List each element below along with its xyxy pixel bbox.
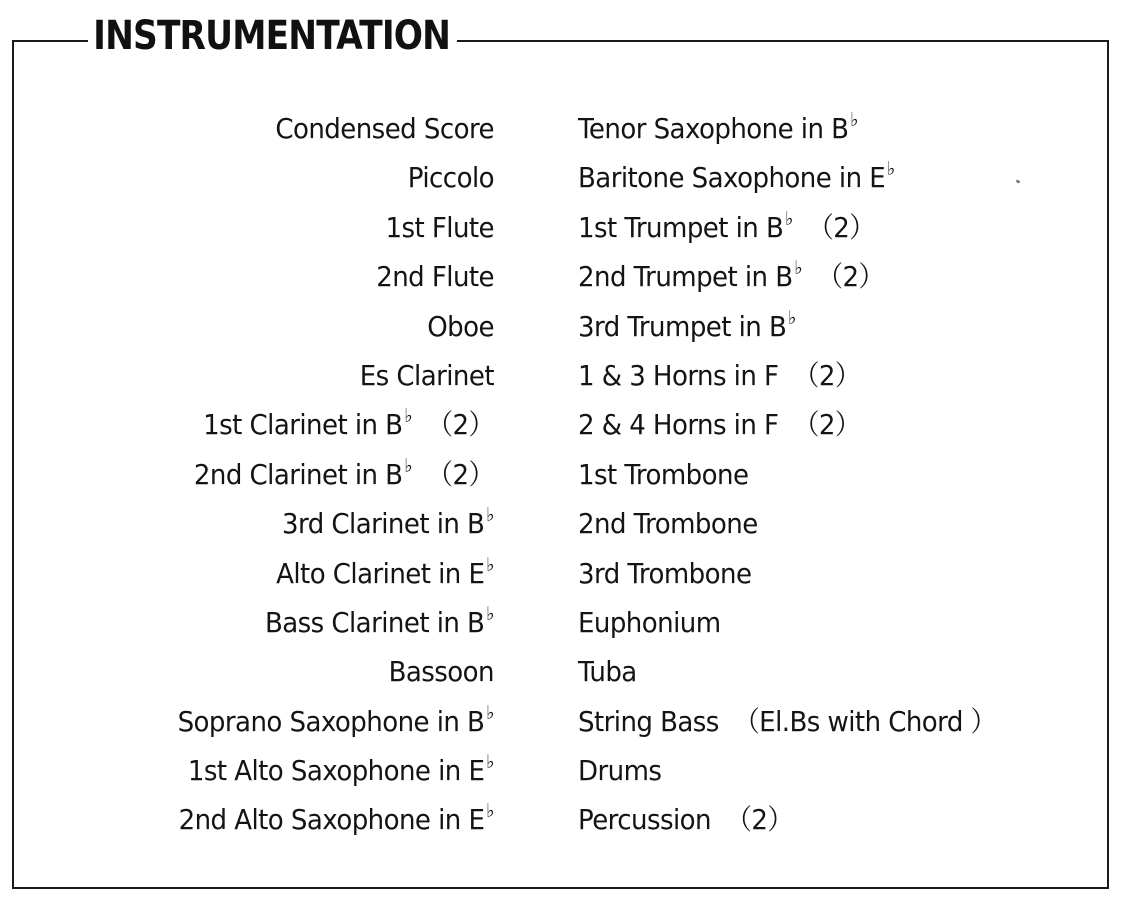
flat-sign: ♭: [486, 553, 494, 576]
instrument-item: [578, 647, 1062, 696]
instrument-item: [72, 697, 494, 746]
flat-sign: ♭: [404, 405, 413, 428]
instrument-item: [578, 795, 1062, 844]
instrument-item: [578, 104, 1062, 153]
instrument-name: 1st Trombone: [578, 457, 749, 491]
instrument-name: 2nd Trombone: [578, 507, 758, 541]
instrument-item: [578, 252, 1062, 301]
instrument-name: Piccolo: [407, 161, 494, 195]
instrument-name: Euphonium: [578, 605, 721, 639]
instrument-list-left: [40, 104, 494, 845]
instrument-name: 3rd Trumpet in B: [578, 309, 787, 343]
flat-sign: ♭: [850, 109, 859, 131]
flat-sign: ♭: [486, 800, 494, 823]
instrument-item: [578, 746, 1062, 795]
instrument-item: [72, 499, 494, 548]
flat-sign: ♭: [404, 454, 413, 477]
instrument-item: [72, 450, 494, 499]
flat-sign: ♭: [887, 158, 895, 181]
instrument-name: Oboe: [427, 309, 494, 343]
instrument-item: [578, 153, 1062, 202]
instrument-item: [72, 104, 494, 153]
instrument-count-note: （2）: [793, 358, 861, 392]
instrument-name: 3rd Clarinet in B: [282, 507, 485, 541]
instrument-item: [578, 549, 1062, 598]
instrument-count-note: （2）: [427, 457, 494, 491]
instrument-item: [578, 450, 1062, 499]
page-title: INSTRUMENTATION: [88, 8, 457, 64]
instrument-name: Alto Clarinet in E: [276, 556, 485, 590]
flat-sign: ♭: [788, 306, 796, 329]
instrument-item: [72, 252, 494, 301]
instrument-item: [72, 746, 494, 795]
flat-sign: ♭: [794, 257, 803, 280]
instrument-item: [72, 351, 494, 400]
instrument-name: 1st Alto Saxophone in E: [187, 754, 485, 788]
instrument-item: [578, 203, 1062, 252]
instrument-name: 2nd Alto Saxophone in E: [178, 803, 485, 837]
instrument-name: 1 & 3 Horns in F: [578, 358, 779, 392]
instrument-name: Drums: [578, 754, 662, 788]
instrument-count-note: （2）: [793, 408, 861, 442]
flat-sign: ♭: [785, 207, 793, 230]
instrument-name: Bass Clarinet in B: [264, 605, 485, 639]
instrument-name: String Bass: [578, 704, 719, 738]
instrument-item: [72, 400, 494, 449]
instrument-count-note: （2）: [807, 210, 875, 244]
instrument-name: Es Clarinet: [359, 358, 494, 392]
flat-sign: ♭: [486, 751, 494, 774]
instrument-item: [578, 499, 1062, 548]
flat-sign: ♭: [486, 701, 494, 724]
instrument-name: Bassoon: [388, 655, 494, 689]
instrument-count-note: （El.Bs with Chord ）: [733, 704, 997, 738]
instrument-name: Tuba: [578, 655, 637, 689]
instrument-name: 1st Clarinet in B: [203, 408, 403, 442]
instrument-item: [72, 302, 494, 351]
instrument-item: [578, 400, 1062, 449]
instrument-item: [72, 598, 494, 647]
instrument-name: 2 & 4 Horns in F: [578, 408, 779, 442]
flat-sign: ♭: [486, 602, 494, 625]
instrument-item: [578, 598, 1062, 647]
instrument-list-right: [578, 104, 1098, 845]
instrument-item: [72, 153, 494, 202]
instrument-name: Condensed Score: [275, 112, 494, 145]
instrument-name: Tenor Saxophone in B: [578, 112, 849, 145]
instrument-name: 2nd Trumpet in B: [578, 260, 793, 294]
instrument-item: [578, 697, 1062, 746]
instrument-name: Soprano Saxophone in B: [177, 704, 485, 738]
instrument-name: Baritone Saxophone in E: [578, 161, 886, 195]
instrument-count-note: （2）: [427, 408, 494, 442]
instrument-item: [72, 549, 494, 598]
flat-sign: ♭: [486, 504, 494, 527]
instrument-item: [72, 647, 494, 696]
instrument-item: [72, 795, 494, 844]
instrument-name: Percussion: [578, 803, 711, 837]
instrument-name: 1st Flute: [385, 210, 494, 244]
instrument-item: [72, 203, 494, 252]
instrument-count-note: （2）: [817, 260, 885, 294]
instrument-name: 2nd Clarinet in B: [193, 457, 403, 491]
instrument-item: [578, 351, 1062, 400]
instrument-name: 2nd Flute: [376, 260, 494, 294]
instrument-item: [578, 302, 1062, 351]
instrument-count-note: （2）: [725, 803, 793, 837]
instrument-name: 1st Trumpet in B: [578, 210, 784, 244]
instrument-name: 3rd Trombone: [578, 556, 752, 590]
